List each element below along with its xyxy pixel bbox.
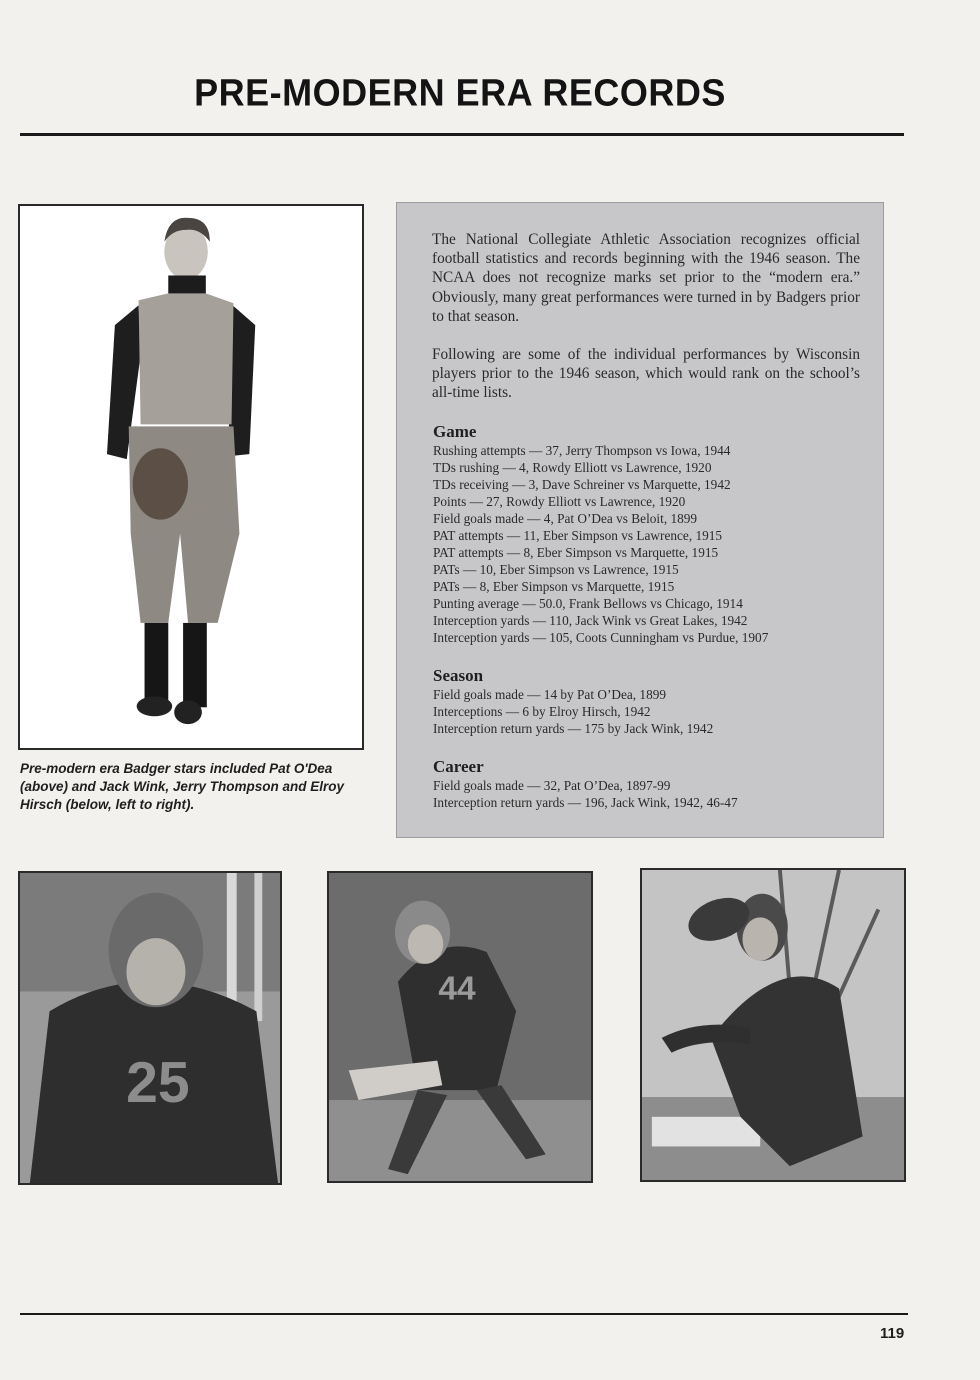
jerry-thompson-figure [329, 873, 591, 1181]
jack-wink-figure [20, 873, 280, 1183]
section-heading-career: Career [433, 757, 484, 776]
jerry-thompson-jersey-number: 44 [438, 970, 476, 1008]
page-number: 119 [880, 1325, 905, 1342]
record-item: PATs — 8, Eber Simpson vs Marquette, 1915 [433, 579, 675, 594]
intro-paragraph-2: Following are some of the individual performances by Wisconsin players prior to the 1946 season, which would rank on the school’s all-time lists. [432, 346, 860, 402]
photo-jerry-thompson [327, 871, 593, 1183]
section-heading-season: Season [433, 666, 484, 685]
page-title: PRE-MODERN ERA RECORDS [194, 70, 726, 114]
record-item: Field goals made — 4, Pat O’Dea vs Beloit, 1899 [433, 511, 698, 526]
record-item: PAT attempts — 11, Eber Simpson vs Lawrence, 1915 [433, 528, 723, 543]
record-item: Interception return yards — 196, Jack Wink, 1942, 46-47 [433, 795, 738, 810]
record-item: TDs rushing — 4, Rowdy Elliott vs Lawrence, 1920 [433, 460, 712, 475]
record-item: Interception yards — 110, Jack Wink vs Great Lakes, 1942 [433, 613, 748, 628]
season-records-list [433, 686, 713, 737]
record-item: Interceptions — 6 by Elroy Hirsch, 1942 [433, 704, 651, 719]
career-records-list [433, 777, 738, 811]
photo-jack-wink [18, 871, 282, 1185]
record-item: Points — 27, Rowdy Elliott vs Lawrence, 1920 [433, 494, 686, 509]
record-item: Interception yards — 105, Coots Cunningham vs Purdue, 1907 [433, 630, 769, 645]
record-item: Punting average — 50.0, Frank Bellows vs Chicago, 1914 [433, 596, 743, 611]
pat-odea-figure [20, 206, 362, 748]
header-rule [20, 133, 904, 136]
record-item: Interception return yards — 175 by Jack Wink, 1942 [433, 721, 714, 736]
section-heading-game: Game [433, 422, 477, 441]
record-item: PAT attempts — 8, Eber Simpson vs Marquette, 1915 [433, 545, 719, 560]
record-item: Field goals made — 32, Pat O’Dea, 1897-99 [433, 778, 671, 793]
record-item: Field goals made — 14 by Pat O’Dea, 1899 [433, 687, 667, 702]
record-item: TDs receiving — 3, Dave Schreiner vs Marquette, 1942 [433, 477, 731, 492]
record-item: PATs — 10, Eber Simpson vs Lawrence, 1915 [433, 562, 679, 577]
game-records-list [433, 442, 768, 646]
photo-elroy-hirsch [640, 868, 906, 1182]
photo-caption: Pre-modern era Badger stars included Pat O'Dea (above) and Jack Wink, Jerry Thompson and Elroy Hirsch (below, left to right). [20, 761, 344, 812]
elroy-hirsch-figure [642, 870, 904, 1180]
jack-wink-jersey-number: 25 [126, 1050, 190, 1116]
intro-paragraph-1: The National Collegiate Athletic Association recognizes official football statistics and records beginning with the 1946 season. The NCAA does not recognize marks set prior to the “modern era.” Obviously, many great performances were turned in by Badgers prior to that season. [432, 231, 860, 325]
photo-pat-odea [18, 204, 364, 750]
record-item: Rushing attempts — 37, Jerry Thompson vs Iowa, 1944 [433, 443, 731, 458]
footer-rule [20, 1313, 908, 1315]
